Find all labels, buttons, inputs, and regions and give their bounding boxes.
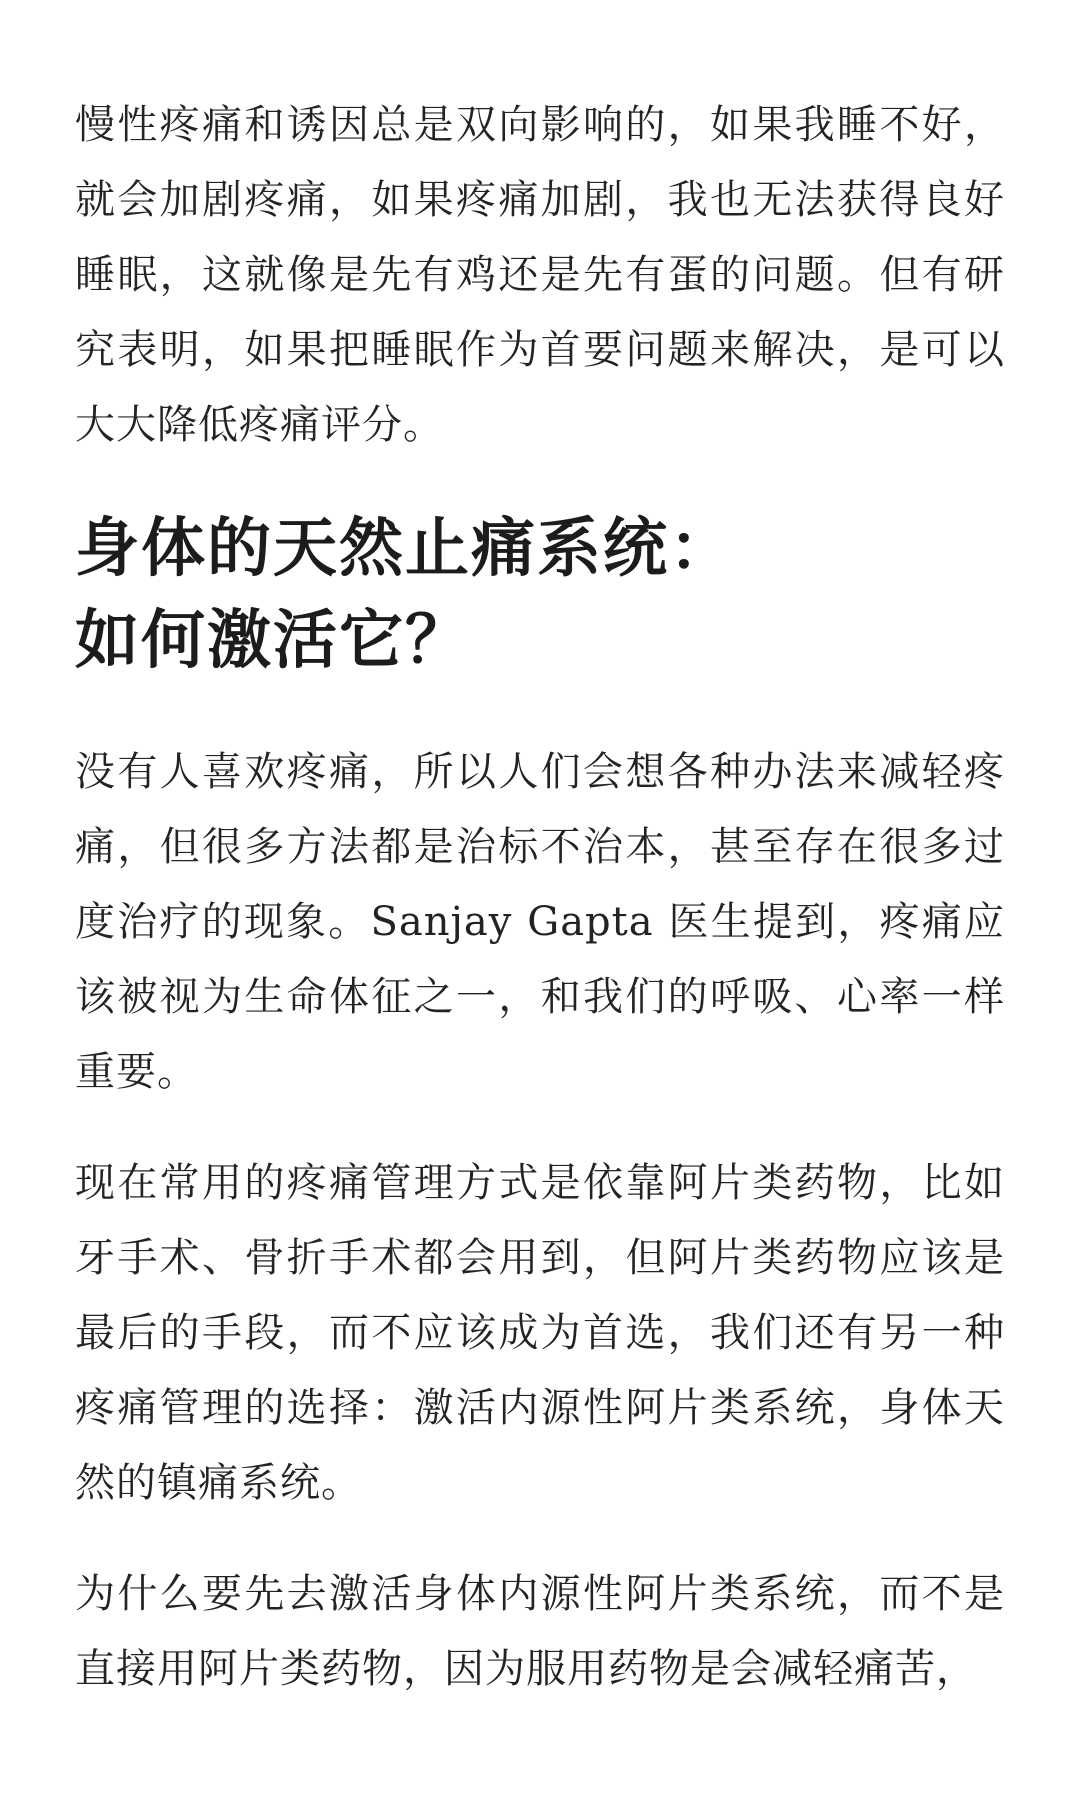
paragraph-endogenous-system: 为什么要先去激活身体内源性阿片类系统，而不是直接用阿片类药物，因为服用药物是会减轻痛苦， [75, 1571, 1005, 1692]
section-heading [75, 503, 1005, 687]
article-body [75, 88, 1005, 1743]
paragraph-opioid-management: 现在常用的疼痛管理方式是依靠阿片类药物，比如牙手术、骨折手术都会用到，但阿片类药物应该是最后的手段，而不应该成为首选，我们还有另一种疼痛管理的选择：激活内源性阿片类系统，身体天然的镇痛系统。 [75, 1160, 1005, 1506]
section-heading-line-2: 如何激活它？ [75, 603, 471, 678]
paragraph-sleep-pain: 慢性疼痛和诱因总是双向影响的，如果我睡不好，就会加剧疼痛，如果疼痛加剧，我也无法获得良好睡眠，这就像是先有鸡还是先有蛋的问题。但有研究表明，如果把睡眠作为首要问题来解决，是可以大大降低疼痛评分。 [75, 102, 1005, 448]
paragraph-pain-vital-sign: 没有人喜欢疼痛，所以人们会想各种办法来减轻疼痛，但很多方法都是治标不治本，甚至存在很多过度治疗的现象。Sanjay Gapta 医生提到，疼痛应该被视为生命体征之一，和我们的呼吸、心率一样重要。 [75, 749, 1005, 1095]
section-heading-line-1: 身体的天然止痛系统： [75, 511, 735, 586]
